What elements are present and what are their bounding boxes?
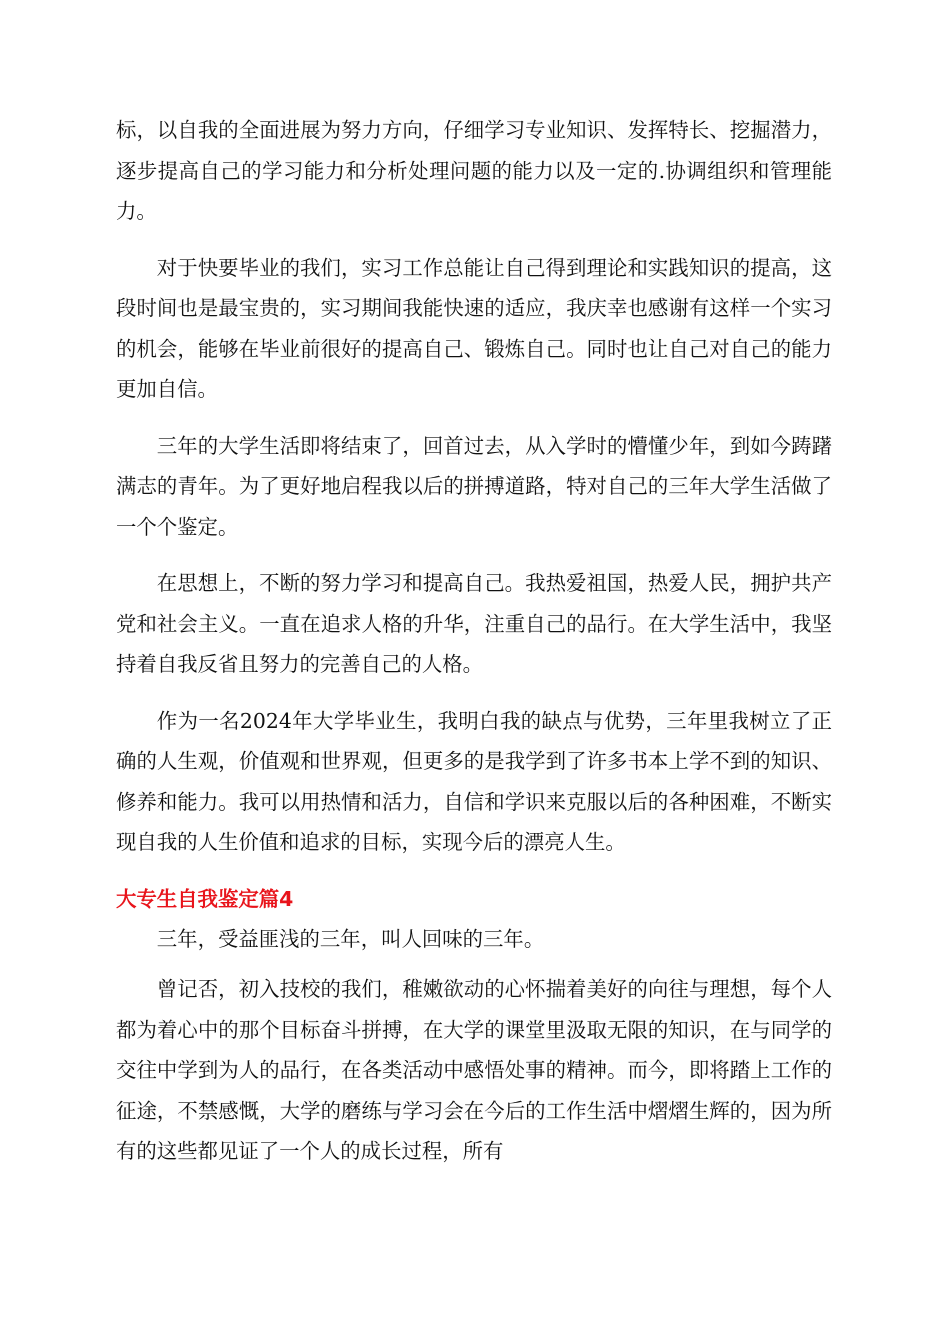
paragraph-5: 作为一名2024年大学毕业生，我明白我的缺点与优势，三年里我树立了正确的人生观，价值观和世界观，但更多的是我学到了许多书本上学不到的知识、修养和能力。我可以用热情和活力，自信和学识来克服以后的各种困难，不断实现自我的人生价值和追求的目标，实现今后的漂亮人生。	[116, 708, 832, 854]
paragraph-2: 对于快要毕业的我们，实习工作总能让自己得到理论和实践知识的提高，这段时间也是最宝贵的，实习期间我能快速的适应，我庆幸也感谢有这样一个实习的机会，能够在毕业前很好的提高自己、锻炼自己。同时也让自己对自己的能力更加自信。	[116, 255, 832, 401]
paragraph-6: 三年，受益匪浅的三年，叫人回味的三年。	[156, 926, 545, 951]
paragraph-4: 在思想上，不断的努力学习和提高自己。我热爱祖国，热爱人民，拥护共产党和社会主义。一直在追求人格的升华，注重自己的品行。在大学生活中，我坚持着自我反省且努力的完善自己的人格。	[116, 571, 832, 676]
paragraph-3: 三年的大学生活即将结束了，回首过去，从入学时的懵懂少年，到如今踌躇满志的青年。为了更好地启程我以后的拼搏道路，特对自己的三年大学生活做了一个个鉴定。	[116, 433, 832, 539]
section-heading: 大专生自我鉴定篇4	[116, 886, 294, 911]
paragraph-1: 标，以自我的全面进展为努力方向，仔细学习专业知识、发挥特长、挖掘潜力，逐步提高自己的学习能力和分析处理问题的能力以及一定的.协调组织和管理能力。	[116, 118, 832, 223]
document-page	[116, 110, 832, 1188]
paragraph-7: 曾记否，初入技校的我们，稚嫩欲动的心怀揣着美好的向往与理想，每个人都为着心中的那个目标奋斗拼搏，在大学的课堂里汲取无限的知识，在与同学的交往中学到为人的品行，在各类活动中感悟处事的精神。而今，即将踏上工作的征途，不禁感慨，大学的磨练与学习会在今后的工作生活中熠熠生辉的，因为所有的这些都见证了一个人的成长过程，所有	[116, 977, 832, 1163]
